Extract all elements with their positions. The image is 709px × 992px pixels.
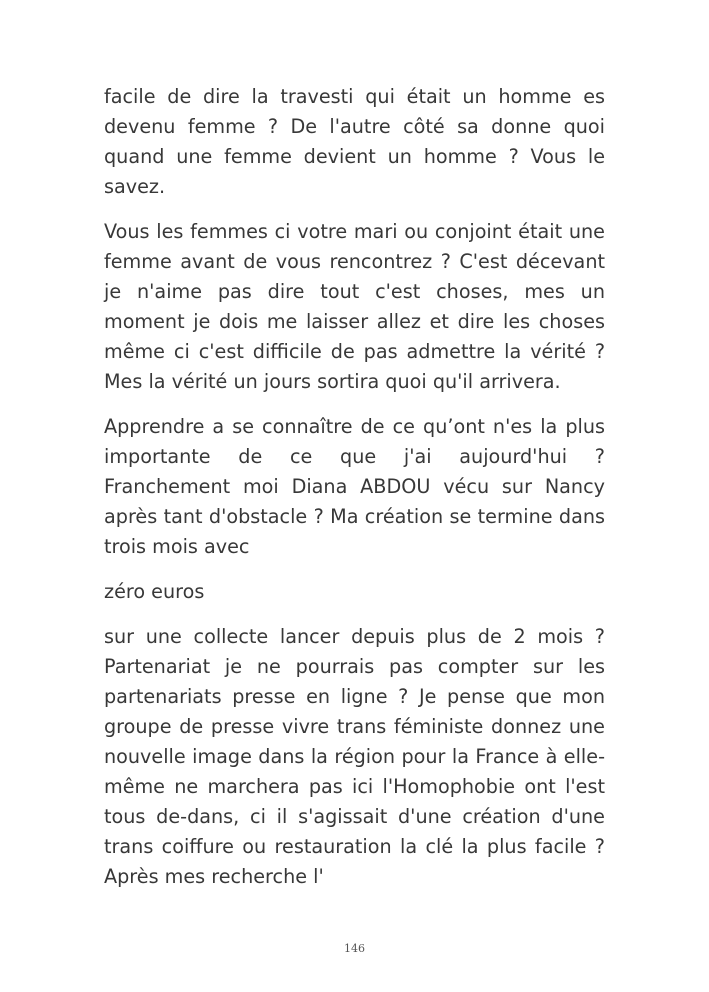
page-number: 146 [344, 942, 365, 955]
paragraph: sur une collecte lancer depuis plus de 2 mois ? Partenariat je ne pourrais pas compter sur les partenariats presse en ligne ? Je pense que mon groupe de presse vivre trans féministe donnez une nouvelle image dans la région pour la France à elle-même ne marchera pas ici l'Homophobie ont l'est tous de-dans, ci il s'agissait d'une création d'une trans coiffure ou restauration la clé la plus facile ? Après mes recherche l' [104, 625, 605, 888]
paragraph: Vous les femmes ci votre mari ou conjoint était une femme avant de vous rencontrez ? C'est décevant je n'aime pas dire tout c'est choses, mes un moment je dois me laisser allez et dire les choses même ci c'est difficile de pas admettre la vérité ? Mes la vérité un jours sortira quoi qu'il arrivera. [104, 220, 605, 393]
paragraph: Apprendre a se connaître de ce qu’ont n'es la plus importante de ce que j'ai aujourd'hui ? Franchement moi Diana ABDOU vécu sur Nancy après tant d'obstacle ? Ma création se termine dans trois mois avec [104, 415, 605, 558]
body-text [104, 82, 605, 907]
paragraph: zéro euros [104, 580, 205, 603]
paragraph: facile de dire la travesti qui était un homme es devenu femme ? De l'autre côté sa donne quoi quand une femme devient un homme ? Vous le savez. [104, 85, 605, 198]
